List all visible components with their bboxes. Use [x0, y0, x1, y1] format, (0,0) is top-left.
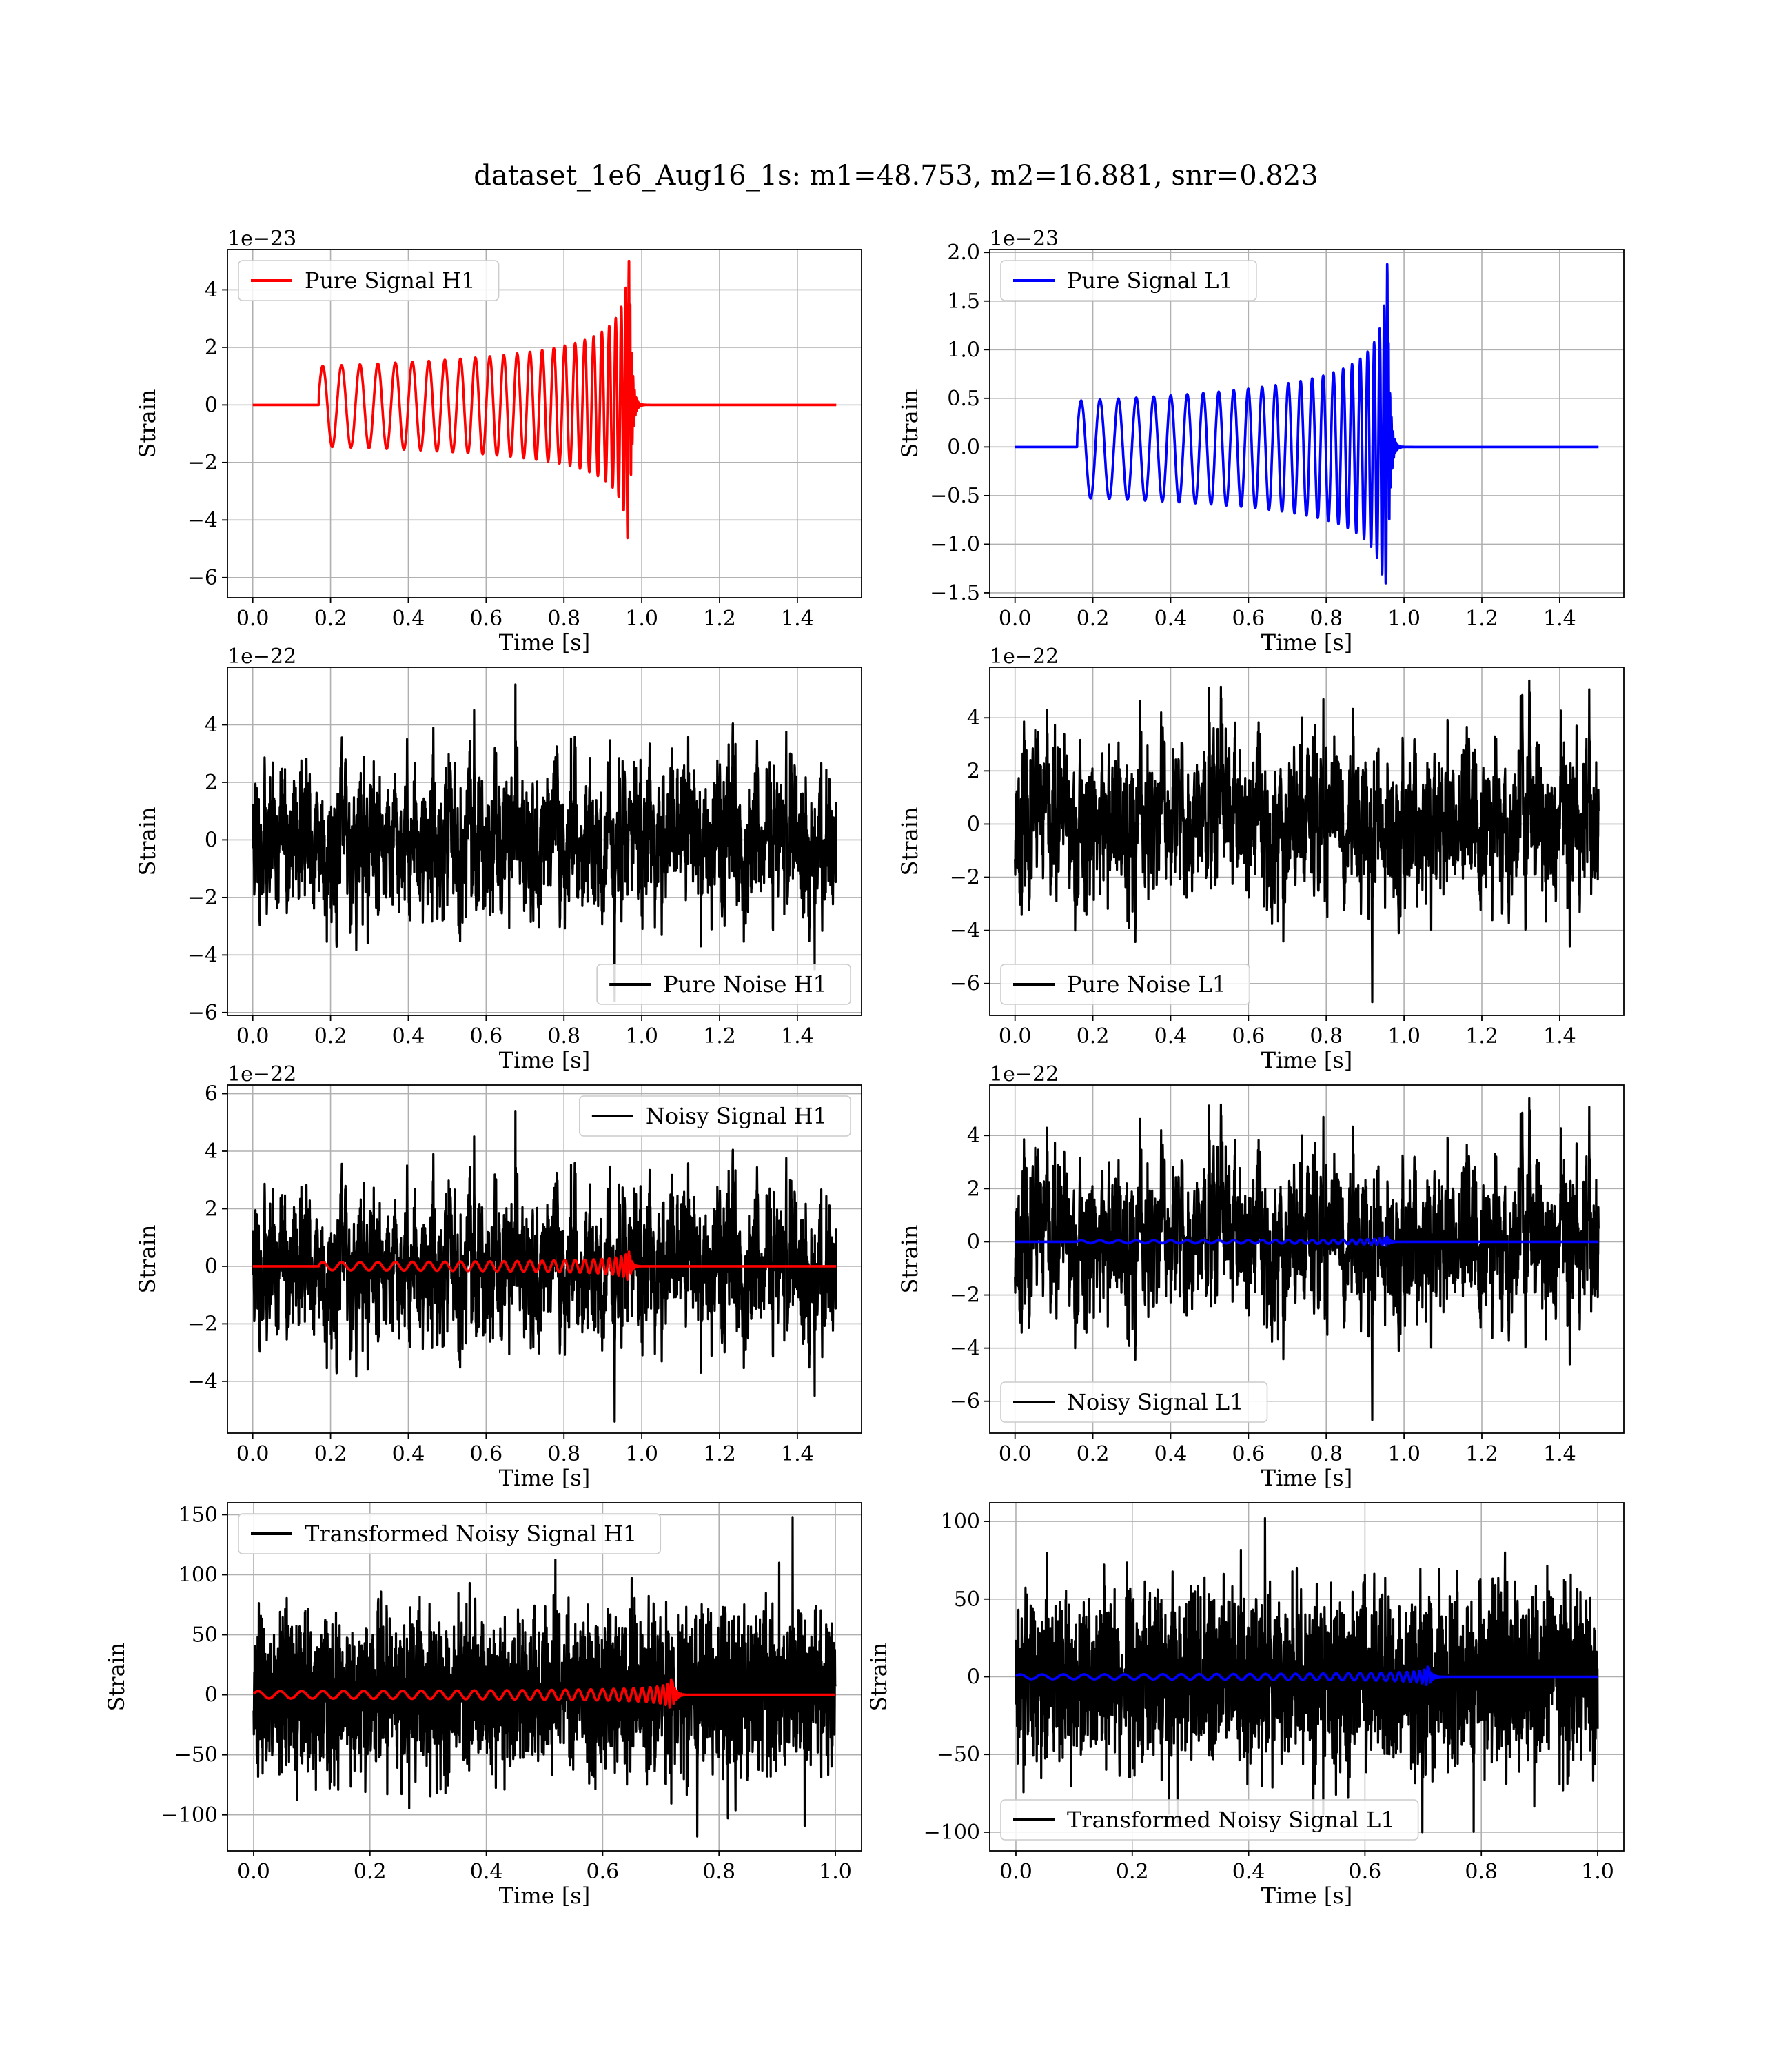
- x-tick-label: 0.8: [702, 1860, 736, 1884]
- y-tick-label: 100: [178, 1563, 218, 1588]
- x-tick-label: 0.0: [998, 1024, 1032, 1048]
- legend: [238, 1514, 660, 1554]
- x-axis-label: Time [s]: [1261, 629, 1353, 656]
- x-tick-label: 0.4: [1154, 607, 1188, 631]
- x-axis-label: Time [s]: [498, 629, 591, 656]
- x-axis-label: Time [s]: [1261, 1465, 1353, 1491]
- legend: [238, 261, 499, 301]
- x-tick-label: 1.0: [819, 1860, 852, 1884]
- x-tick-label: 0.4: [1154, 1024, 1188, 1048]
- x-tick-label: 0.2: [1115, 1860, 1149, 1884]
- x-tick-label: 0.0: [236, 1442, 269, 1466]
- x-tick-label: 1.2: [1465, 607, 1498, 631]
- x-tick-label: 1.2: [703, 607, 736, 631]
- x-tick-label: 0.8: [547, 607, 581, 631]
- legend-label: Pure Noise H1: [663, 971, 827, 997]
- y-tick-label: 2: [204, 1197, 218, 1221]
- x-tick-label: 1.2: [703, 1024, 736, 1048]
- y-tick-label: −2: [949, 1283, 980, 1308]
- y-axis-label: Strain: [866, 1642, 892, 1712]
- y-tick-label: −6: [187, 565, 218, 590]
- y-tick-label: 2: [966, 1177, 980, 1202]
- y-axis-label: Strain: [134, 389, 161, 458]
- x-axis-label: Time [s]: [498, 1047, 591, 1073]
- offset-text: 1e−22: [227, 645, 297, 669]
- y-tick-label: 0.0: [947, 435, 980, 460]
- x-tick-label: 0.2: [1076, 1442, 1110, 1466]
- x-axis-label: Time [s]: [498, 1465, 591, 1491]
- x-tick-label: 0.6: [1232, 1024, 1265, 1048]
- x-tick-label: 0.2: [314, 607, 347, 631]
- y-tick-label: 0.5: [947, 386, 980, 411]
- y-tick-label: 50: [191, 1623, 218, 1648]
- y-axis-label: Strain: [103, 1642, 130, 1712]
- y-axis-label: Strain: [134, 1224, 161, 1294]
- offset-text: 1e−22: [990, 645, 1059, 669]
- y-tick-label: −0.5: [930, 483, 980, 508]
- y-tick-label: −2: [187, 885, 218, 910]
- x-tick-label: 0.4: [391, 607, 425, 631]
- legend: [580, 1096, 851, 1136]
- x-tick-label: 0.0: [236, 607, 269, 631]
- x-tick-label: 0.2: [1076, 607, 1110, 631]
- x-tick-label: 0.8: [547, 1024, 581, 1048]
- y-tick-label: −4: [187, 943, 218, 968]
- x-axis-label: Time [s]: [498, 1883, 591, 1909]
- y-axis-label: Strain: [897, 807, 923, 876]
- x-tick-label: 0.8: [1310, 1442, 1343, 1466]
- x-tick-label: 1.0: [625, 1024, 658, 1048]
- y-tick-label: 0: [204, 393, 218, 418]
- x-tick-label: 1.0: [625, 1442, 658, 1466]
- y-tick-label: −6: [187, 1000, 218, 1025]
- x-tick-label: 0.4: [1154, 1442, 1188, 1466]
- y-tick-label: −2: [187, 1312, 218, 1337]
- y-tick-label: 4: [204, 713, 218, 738]
- x-tick-label: 0.8: [1310, 607, 1343, 631]
- y-tick-label: 4: [966, 1124, 980, 1148]
- x-tick-label: 1.4: [781, 1024, 814, 1048]
- x-tick-label: 0.6: [586, 1860, 620, 1884]
- legend-label: Pure Signal L1: [1067, 267, 1233, 294]
- y-tick-label: −4: [949, 1336, 980, 1361]
- x-tick-label: 0.0: [237, 1860, 270, 1884]
- y-tick-label: −1.5: [930, 580, 980, 605]
- y-tick-label: 4: [204, 278, 218, 303]
- legend-label: Pure Signal H1: [305, 267, 476, 294]
- y-tick-label: 0: [966, 1665, 980, 1690]
- y-tick-label: 1.0: [947, 338, 980, 363]
- x-tick-label: 0.0: [998, 607, 1032, 631]
- y-tick-label: −6: [949, 971, 980, 996]
- x-tick-label: 0.8: [1310, 1024, 1343, 1048]
- y-tick-label: 2: [966, 759, 980, 784]
- y-tick-label: −4: [949, 918, 980, 943]
- legend: [1001, 1800, 1418, 1840]
- x-tick-label: 1.0: [625, 607, 658, 631]
- x-tick-label: 1.0: [1581, 1860, 1614, 1884]
- y-tick-label: 1.5: [947, 289, 980, 314]
- x-tick-label: 0.0: [236, 1024, 269, 1048]
- x-tick-label: 1.2: [703, 1442, 736, 1466]
- x-tick-label: 1.4: [1543, 1024, 1576, 1048]
- legend: [597, 964, 851, 1004]
- x-tick-label: 0.8: [1465, 1860, 1498, 1884]
- legend-label: Pure Noise L1: [1067, 971, 1227, 997]
- y-tick-label: −2: [949, 865, 980, 890]
- x-tick-label: 0.6: [469, 1442, 503, 1466]
- x-tick-label: 0.0: [998, 1442, 1032, 1466]
- legend-label: Noisy Signal L1: [1067, 1389, 1244, 1415]
- x-tick-label: 0.6: [1232, 607, 1265, 631]
- y-tick-label: 0: [204, 828, 218, 853]
- y-tick-label: −50: [936, 1743, 980, 1767]
- offset-text: 1e−23: [990, 227, 1059, 251]
- x-tick-label: 1.2: [1465, 1442, 1498, 1466]
- x-tick-label: 0.4: [1232, 1860, 1265, 1884]
- x-tick-label: 0.2: [353, 1860, 387, 1884]
- x-tick-label: 0.6: [469, 1024, 503, 1048]
- y-tick-label: 150: [178, 1503, 218, 1528]
- y-tick-label: −2: [187, 450, 218, 475]
- x-tick-label: 0.6: [1232, 1442, 1265, 1466]
- x-tick-label: 1.0: [1387, 1024, 1421, 1048]
- y-tick-label: 2.0: [947, 241, 980, 265]
- x-tick-label: 0.8: [547, 1442, 581, 1466]
- legend: [1001, 261, 1256, 301]
- legend-label: Noisy Signal H1: [645, 1103, 827, 1129]
- x-tick-label: 0.2: [1076, 1024, 1110, 1048]
- offset-text: 1e−23: [227, 227, 297, 251]
- x-tick-label: 1.0: [1387, 607, 1421, 631]
- x-tick-label: 1.4: [781, 607, 814, 631]
- x-tick-label: 1.0: [1387, 1442, 1421, 1466]
- x-axis-label: Time [s]: [1261, 1047, 1353, 1073]
- y-tick-label: −100: [161, 1803, 218, 1827]
- figure-title: dataset_1e6_Aug16_1s: m1=48.753, m2=16.881, snr=0.823: [474, 160, 1318, 192]
- y-tick-label: −1.0: [930, 532, 980, 557]
- y-tick-label: 4: [204, 1139, 218, 1164]
- offset-text: 1e−22: [990, 1062, 1059, 1086]
- x-tick-label: 0.6: [1348, 1860, 1382, 1884]
- y-tick-label: 2: [204, 335, 218, 360]
- x-tick-label: 0.4: [469, 1860, 503, 1884]
- y-axis-label: Strain: [134, 807, 161, 876]
- y-tick-label: −6: [949, 1389, 980, 1414]
- x-tick-label: 1.2: [1465, 1024, 1498, 1048]
- y-axis-label: Strain: [897, 1224, 923, 1294]
- x-tick-label: 0.2: [314, 1442, 347, 1466]
- y-tick-label: 50: [953, 1587, 980, 1612]
- legend: [1001, 1382, 1267, 1422]
- legend-label: Transformed Noisy Signal H1: [305, 1521, 638, 1547]
- y-tick-label: 6: [204, 1082, 218, 1106]
- y-tick-label: 0: [204, 1254, 218, 1279]
- x-tick-label: 0.0: [999, 1860, 1032, 1884]
- x-tick-label: 0.4: [391, 1024, 425, 1048]
- y-tick-label: 2: [204, 770, 218, 795]
- x-tick-label: 1.4: [1543, 607, 1576, 631]
- offset-text: 1e−22: [227, 1062, 297, 1086]
- x-tick-label: 0.2: [314, 1024, 347, 1048]
- y-tick-label: −100: [923, 1820, 980, 1845]
- x-tick-label: 1.4: [1543, 1442, 1576, 1466]
- y-axis-label: Strain: [897, 389, 923, 458]
- y-tick-label: −4: [187, 508, 218, 533]
- x-tick-label: 1.4: [781, 1442, 814, 1466]
- y-tick-label: 100: [940, 1510, 980, 1534]
- y-tick-label: 0: [966, 1230, 980, 1255]
- y-tick-label: −50: [174, 1743, 218, 1767]
- x-tick-label: 0.6: [469, 607, 503, 631]
- legend: [1001, 964, 1250, 1004]
- x-tick-label: 0.4: [391, 1442, 425, 1466]
- y-tick-label: −4: [187, 1369, 218, 1394]
- x-axis-label: Time [s]: [1261, 1883, 1353, 1909]
- legend-label: Transformed Noisy Signal L1: [1067, 1807, 1395, 1833]
- y-tick-label: 0: [966, 812, 980, 837]
- y-tick-label: 4: [966, 706, 980, 731]
- y-tick-label: 0: [204, 1683, 218, 1707]
